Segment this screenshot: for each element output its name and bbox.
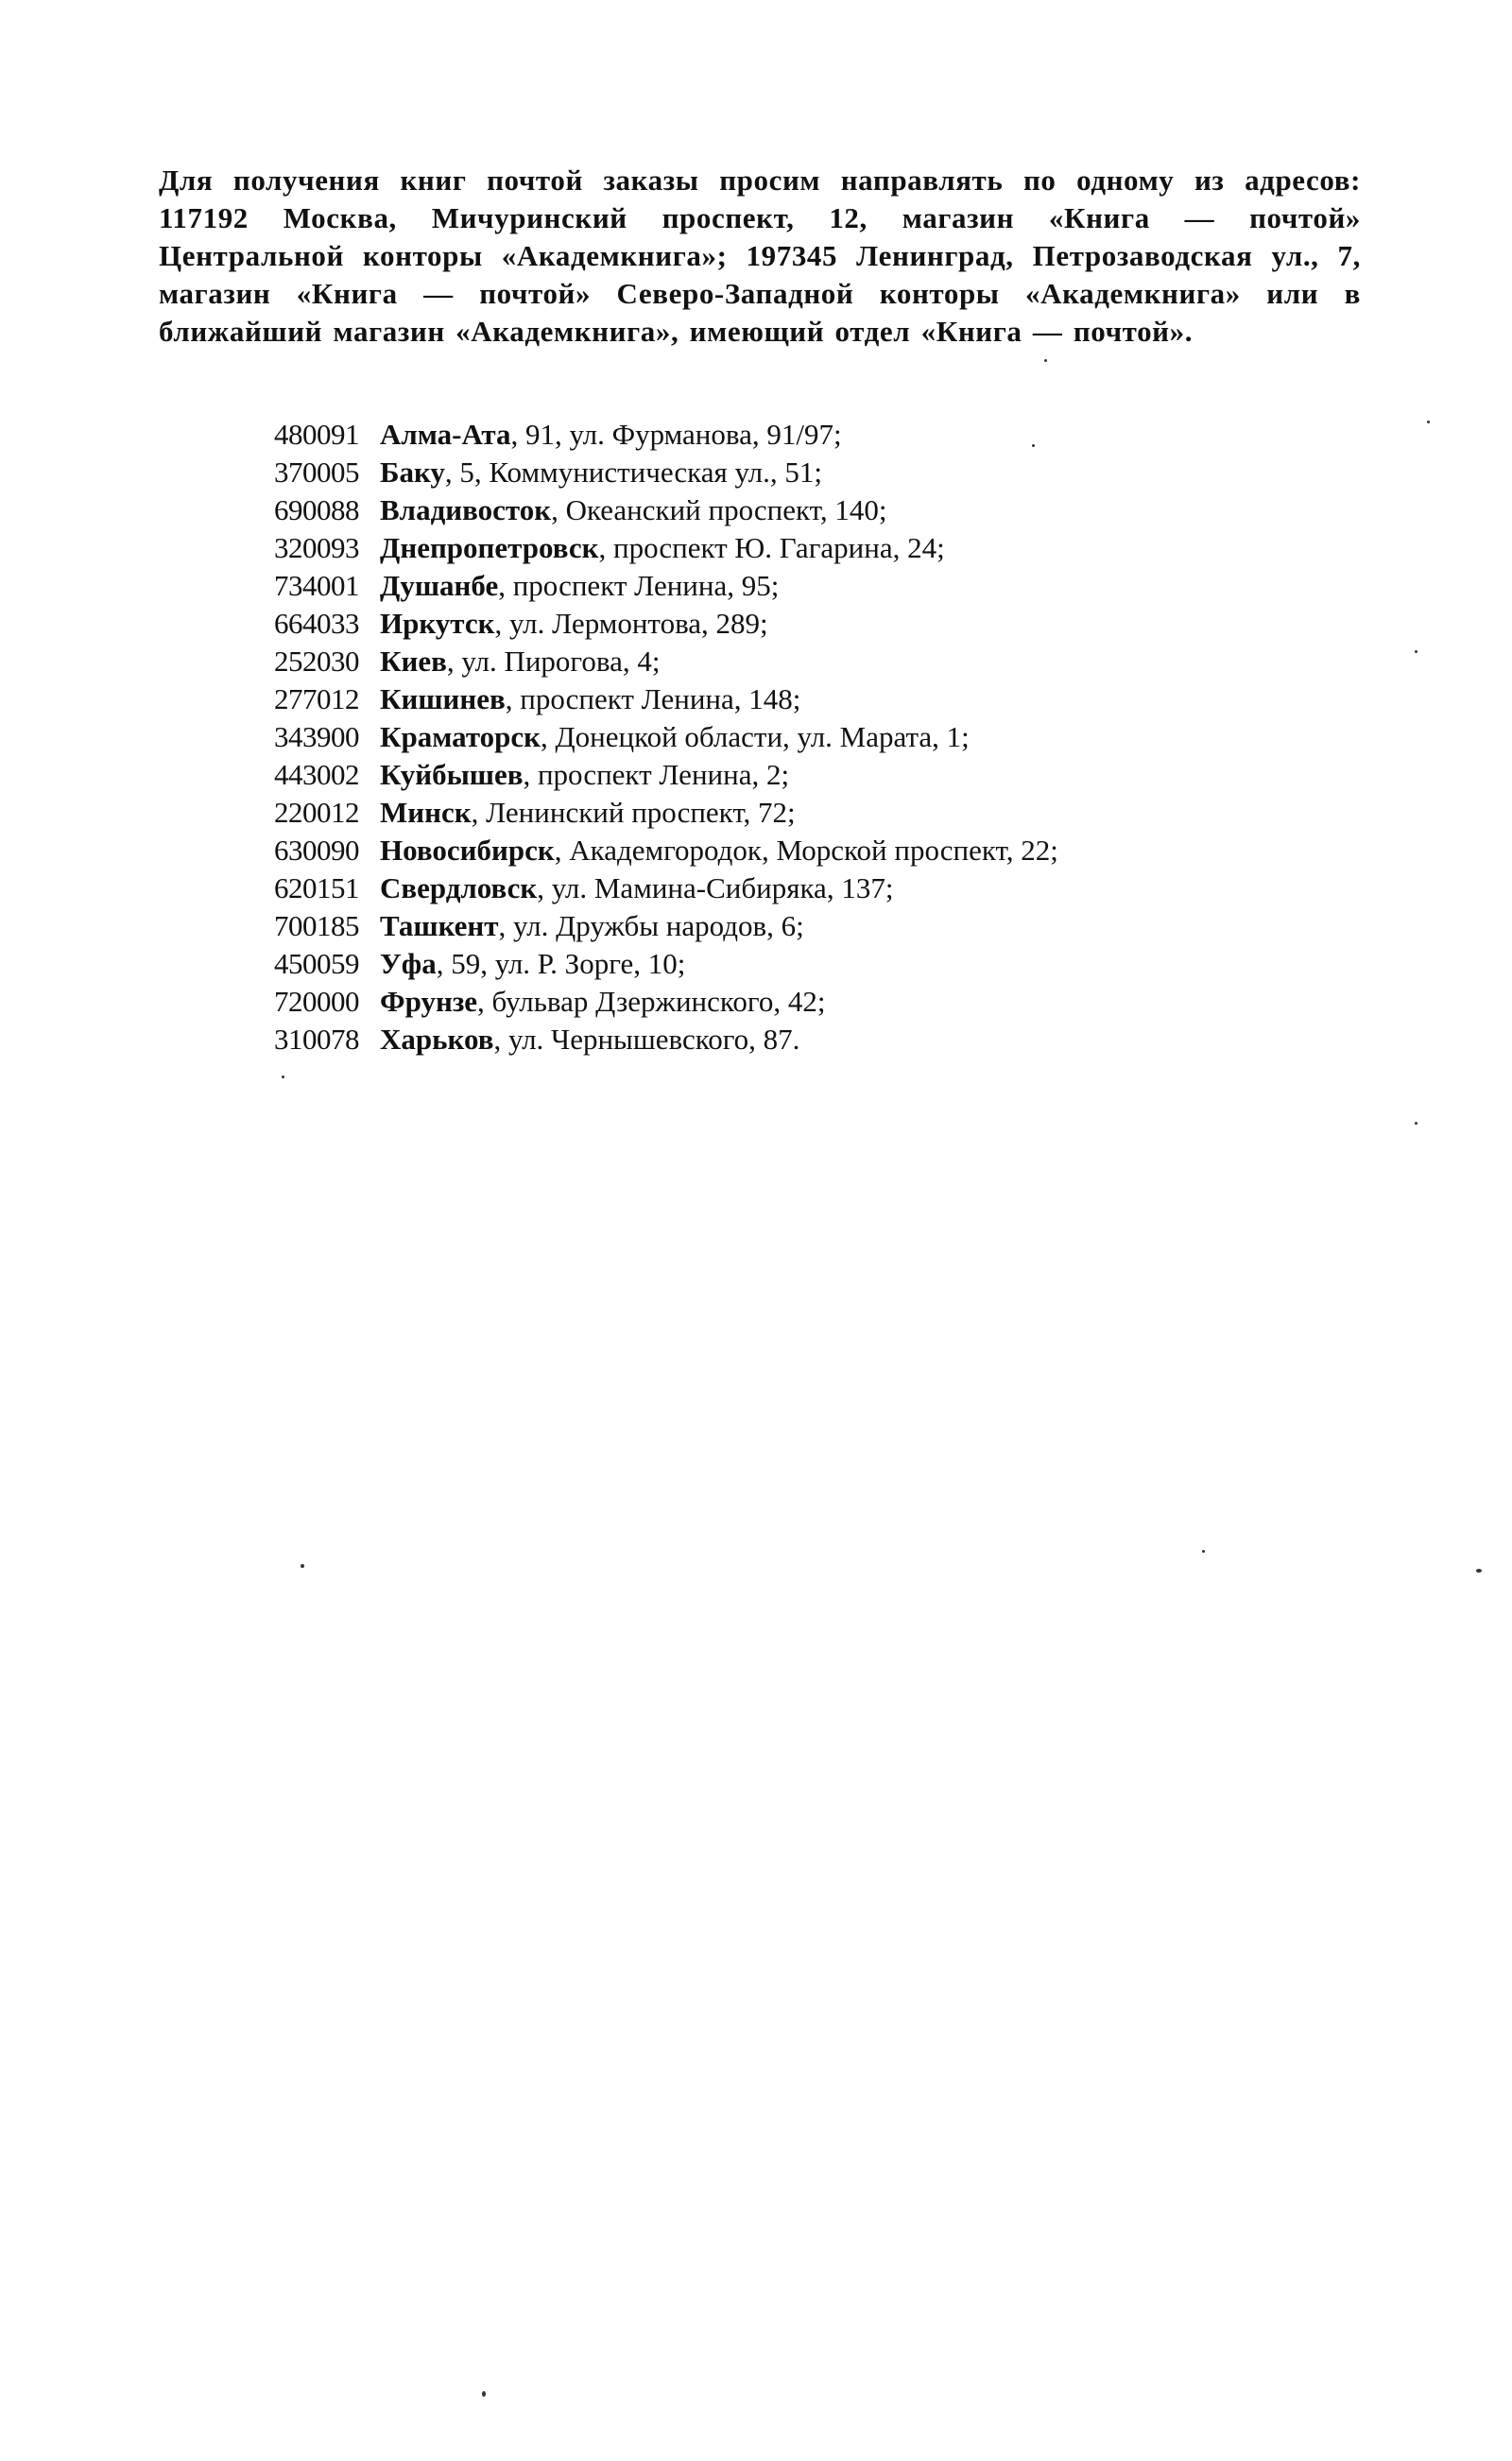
scan-speck: [1044, 359, 1047, 362]
address-row: [274, 832, 1314, 869]
city-name: Фрунзе: [380, 985, 478, 1018]
scan-speck: [1415, 1122, 1418, 1125]
street-address: , ул. Чернышевского, 87.: [493, 1023, 800, 1056]
street-address: , бульвар Дзержинского, 42;: [477, 985, 826, 1018]
postal-code: 480091: [274, 418, 359, 451]
city-name: Свердловск: [380, 871, 538, 904]
street-address: , ул. Лермонтова, 289;: [494, 607, 768, 640]
street-address: , 59, ул. Р. Зорге, 10;: [436, 947, 686, 980]
city-name: Новосибирск: [380, 834, 555, 867]
address-row: [274, 416, 1314, 454]
city-name: Душанбе: [380, 569, 499, 602]
street-address: , ул. Пирогова, 4;: [446, 645, 661, 678]
street-address: , ул. Дружбы народов, 6;: [498, 909, 804, 942]
city-name: Киев: [380, 645, 447, 678]
street-address: , 91, ул. Фурманова, 91/97;: [510, 418, 842, 451]
postal-code: 690088: [274, 493, 359, 526]
street-address: , проспект Ленина, 2;: [523, 758, 790, 791]
address-row: [274, 1021, 1314, 1058]
address-row: [274, 907, 1314, 945]
postal-code: 310078: [274, 1023, 359, 1056]
address-row: [274, 794, 1314, 832]
address-row: [274, 945, 1314, 983]
postal-code: 252030: [274, 645, 359, 678]
street-address: , Океанский проспект, 140;: [551, 493, 887, 526]
city-name: Кишинев: [380, 682, 506, 715]
scan-speck: [301, 1564, 304, 1568]
scan-speck: [1427, 421, 1430, 423]
street-address: , 5, Коммунистическая ул., 51;: [444, 456, 822, 489]
intro-paragraph: Для получения книг почтой заказы просим направлять по одному из адресов: 117192 Москва, Мичуринский проспект, 12, магазин «Книга — почтой» Центральной конторы «Академкнига»; 197345 Ленинград, Петрозаводская ул., 7, магазин «Книга — почтой» Северо-Западной конторы «Академкнига» или в ближайший магазин «Академкнига», имеющий отдел «Книга — почтой».: [159, 163, 1361, 348]
address-row: [274, 567, 1314, 605]
address-list: [274, 416, 1314, 1058]
scan-speck: [1202, 1550, 1205, 1553]
postal-code: 220012: [274, 796, 359, 829]
street-address: , проспект Ленина, 95;: [498, 569, 780, 602]
address-row: [274, 756, 1314, 794]
city-name: Ташкент: [380, 909, 499, 942]
street-address: , проспект Ленина, 148;: [505, 682, 801, 715]
address-row: [274, 869, 1314, 907]
city-name: Иркутск: [380, 607, 495, 640]
street-address: , проспект Ю. Гагарина, 24;: [598, 531, 945, 564]
address-row: [274, 491, 1314, 529]
city-name: Баку: [380, 456, 445, 489]
city-name: Уфа: [380, 947, 437, 980]
postal-code: 720000: [274, 985, 359, 1018]
street-address: , Ленинский проспект, 72;: [471, 796, 796, 829]
postal-code: 343900: [274, 720, 359, 753]
street-address: , ул. Мамина-Сибиряка, 137;: [537, 871, 894, 904]
address-row: [274, 454, 1314, 491]
city-name: Куйбышев: [380, 758, 524, 791]
city-name: Минск: [380, 796, 472, 829]
address-row: [274, 680, 1314, 718]
postal-code: 630090: [274, 834, 359, 867]
city-name: Краматорск: [380, 720, 541, 753]
scan-speck: [482, 2391, 486, 2397]
city-name: Алма-Ата: [380, 418, 511, 451]
postal-code: 277012: [274, 682, 359, 715]
postal-code: 320093: [274, 531, 359, 564]
address-row: [274, 605, 1314, 643]
postal-code: 450059: [274, 947, 359, 980]
postal-code: 664033: [274, 607, 359, 640]
scan-speck: [1476, 1569, 1482, 1573]
scan-speck: [1415, 650, 1418, 653]
postal-code: 620151: [274, 871, 359, 904]
street-address: , Донецкой области, ул. Марата, 1;: [541, 720, 970, 753]
postal-code: 443002: [274, 758, 359, 791]
scan-speck: [282, 1076, 284, 1078]
address-row: [274, 643, 1314, 680]
address-row: [274, 718, 1314, 756]
postal-code: 734001: [274, 569, 359, 602]
address-row: [274, 983, 1314, 1021]
scan-speck: [1032, 444, 1035, 447]
city-name: Харьков: [380, 1023, 494, 1056]
postal-code: 700185: [274, 909, 359, 942]
street-address: , Академгородок, Морской проспект, 22;: [554, 834, 1058, 867]
city-name: Владивосток: [380, 493, 552, 526]
postal-code: 370005: [274, 456, 359, 489]
address-row: [274, 529, 1314, 567]
city-name: Днепропетровск: [380, 531, 599, 564]
